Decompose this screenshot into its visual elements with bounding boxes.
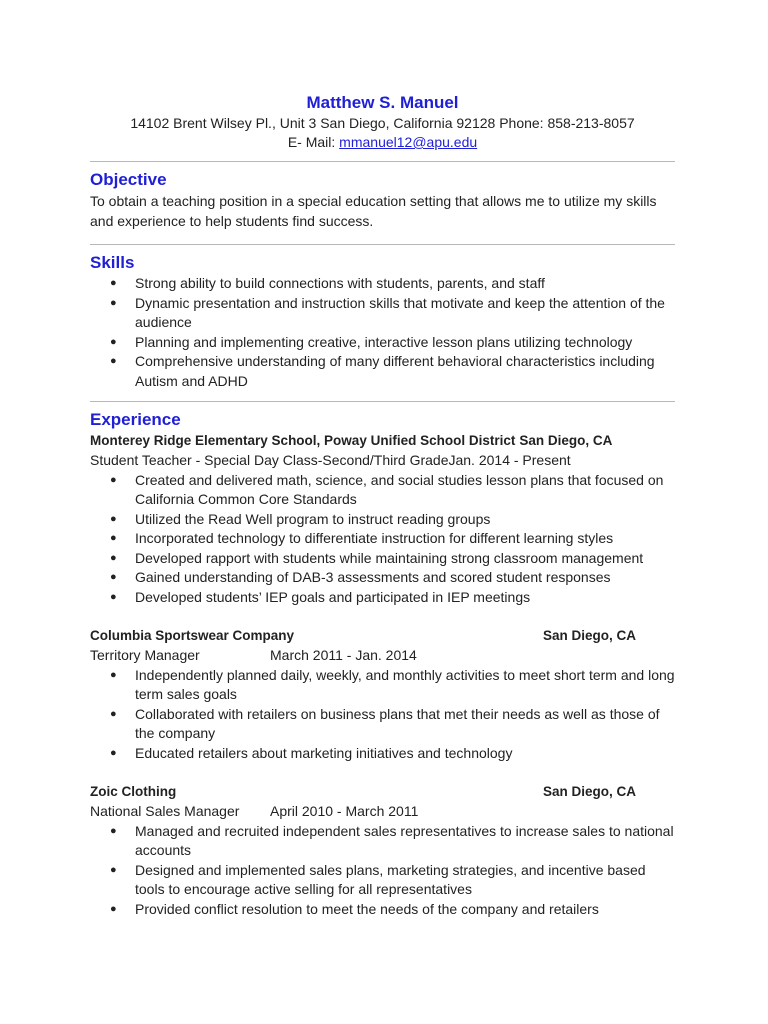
skill-text: Comprehensive understanding of many different behavioral characteristics including Autism and ADHD <box>135 353 655 389</box>
job-location: San Diego, CA <box>519 433 613 448</box>
candidate-name: Matthew S. Manuel <box>306 93 459 112</box>
list-item <box>90 705 675 744</box>
skill-text: Planning and implementing creative, interactive lesson plans utilizing technology <box>135 333 633 350</box>
divider <box>90 161 675 162</box>
duty-text: Designed and implemented sales plans, marketing strategies, and incentive based tools to encourage active selling for all representatives <box>135 861 646 897</box>
job-dates: Jan. 2014 - Present <box>448 452 571 468</box>
contact-address: 14102 Brent Wilsey Pl., Unit 3 San Diego, California 92128 Phone: 858-213-8057 <box>130 115 635 131</box>
job-role-line <box>90 802 675 822</box>
duty-text: Provided conflict resolution to meet the needs of the company and retailers <box>135 900 599 917</box>
objective-heading: Objective <box>90 170 167 189</box>
duty-text: Utilized the Read Well program to instruct reading groups <box>135 510 491 527</box>
divider <box>90 244 675 245</box>
job-header <box>90 431 675 451</box>
job-entry <box>90 626 675 763</box>
resume-page <box>90 92 675 919</box>
bullet-icon: ● <box>110 668 117 681</box>
bullet-icon: ● <box>110 335 117 348</box>
duty-text: Incorporated technology to differentiate instruction for different learning styles <box>135 530 614 546</box>
job-title: National Sales Manager <box>90 803 240 819</box>
job-title: Student Teacher - Special Day Class-Second/Third Grade <box>90 452 449 468</box>
duty-text: Developed rapport with students while maintaining strong classroom management <box>135 549 644 566</box>
job-location: San Diego, CA <box>543 784 637 799</box>
list-item <box>90 529 675 549</box>
list-item <box>90 568 675 588</box>
job-role-line <box>90 451 675 471</box>
job-duties-list <box>90 822 675 920</box>
contact-email-line <box>90 133 675 152</box>
list-item <box>90 588 675 608</box>
skills-list <box>90 274 675 391</box>
bullet-icon: ● <box>110 902 117 915</box>
duty-text: Independently planned daily, weekly, and monthly activities to meet short term and long term sales goals <box>135 666 675 702</box>
job-header <box>90 626 675 646</box>
job-location: San Diego, CA <box>543 628 637 643</box>
bullet-icon: ● <box>110 863 117 876</box>
list-item <box>90 352 675 391</box>
job-header <box>90 782 675 802</box>
skill-text: Strong ability to build connections with students, parents, and staff <box>135 275 545 291</box>
job-employer: Monterey Ridge Elementary School, Poway Unified School District <box>90 433 516 448</box>
skills-heading: Skills <box>90 253 135 272</box>
list-item <box>90 333 675 353</box>
duty-text: Developed students’ IEP goals and participated in IEP meetings <box>135 588 531 605</box>
experience-heading: Experience <box>90 410 181 429</box>
spacer <box>90 763 675 782</box>
job-employer: Zoic Clothing <box>90 784 177 799</box>
bullet-icon: ● <box>110 590 117 603</box>
job-duties-list <box>90 666 675 764</box>
duty-text: Collaborated with retailers on business plans that met their needs as well as those of the company <box>135 705 660 741</box>
bullet-icon: ● <box>110 571 117 583</box>
list-item <box>90 744 675 764</box>
skill-text: Dynamic presentation and instruction skills that motivate and keep the attention of the audience <box>135 294 665 330</box>
job-entry <box>90 782 675 919</box>
job-duties-list <box>90 471 675 608</box>
bullet-icon: ● <box>110 277 117 289</box>
list-item <box>90 822 675 861</box>
email-label: E- Mail: <box>287 134 340 150</box>
job-title: Territory Manager <box>90 647 200 663</box>
list-item <box>90 510 675 530</box>
bullet-icon: ● <box>110 532 117 544</box>
bullet-icon: ● <box>110 355 117 367</box>
list-item <box>90 549 675 569</box>
list-item <box>90 666 675 705</box>
duty-text: Managed and recruited independent sales representatives to increase sales to national accounts <box>135 822 674 858</box>
job-employer: Columbia Sportswear Company <box>90 628 295 643</box>
job-role-line <box>90 646 675 666</box>
email-link[interactable]: mmanuel12@apu.edu <box>339 134 478 150</box>
duty-text: Gained understanding of DAB-3 assessments and scored student responses <box>135 569 611 585</box>
divider <box>90 401 675 402</box>
bullet-icon: ● <box>110 296 117 309</box>
list-item <box>90 861 675 900</box>
list-item <box>90 294 675 333</box>
list-item <box>90 471 675 510</box>
spacer <box>90 607 675 626</box>
bullet-icon: ● <box>110 551 117 564</box>
list-item <box>90 900 675 920</box>
list-item <box>90 274 675 294</box>
objective-text: To obtain a teaching position in a special education setting that allows me to utilize my skills and experience to help students find success. <box>90 193 657 229</box>
bullet-icon: ● <box>110 707 117 720</box>
job-dates: April 2010 - March 2011 <box>270 803 419 819</box>
bullet-icon: ● <box>110 473 117 486</box>
duty-text: Educated retailers about marketing initiatives and technology <box>135 744 513 761</box>
job-dates: March 2011 - Jan. 2014 <box>270 647 417 663</box>
bullet-icon: ● <box>110 746 117 759</box>
duty-text: Created and delivered math, science, and social studies lesson plans that focused on California Common Core Standards <box>135 471 664 507</box>
job-entry <box>90 431 675 607</box>
bullet-icon: ● <box>110 512 117 525</box>
bullet-icon: ● <box>110 824 117 837</box>
